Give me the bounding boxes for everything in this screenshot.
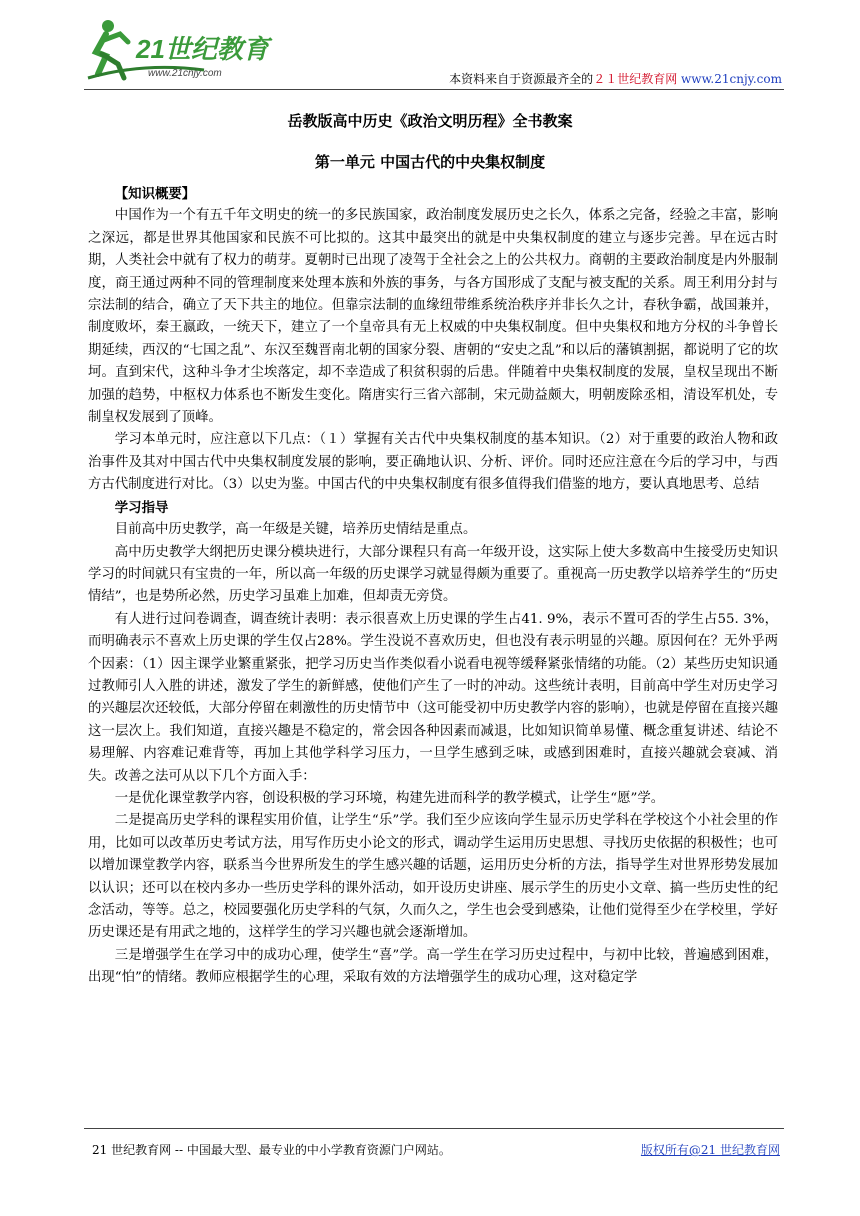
header-divider	[84, 89, 784, 90]
page-header	[84, 8, 784, 90]
document-title: 岳教版高中历史《政治文明历程》全书教案	[287, 112, 573, 130]
logo-url: www.21cnjy.com	[148, 68, 222, 79]
paragraph: 三是增强学生在学习中的成功心理，使学生“喜”学。高一学生在学习历史过程中，与初中比较，普遍感到困难，出现“怕”的情绪。教师应根据学生的心理，采取有效的方法增强学生的成功心理，这对稳定学	[88, 947, 778, 986]
header-note-prefix: 本资料来自于资源最齐全的	[449, 72, 594, 86]
paragraph: 学习本单元时，应注意以下几点：（１）掌握有关古代中央集权制度的基本知识。（2）对于重要的政治人物和政治事件及其对中国古代中央集权制度发展的影响，要正确地认识、分析、评价。同时还应注意在今后的学习中，与西方古代制度进行对比。（3）以史为鉴。中国古代的中央集权制度有很多值得我们借鉴的地方，要认真地思考、总结	[88, 432, 778, 493]
paragraph: 二是提高历史学科的课程实用价值，让学生“乐”学。我们至少应该向学生显示历史学科在学校这个小社会里的作用，比如可以改革历史考试方法，用写作历史小论文的形式，调动学生运用历史思想、寻找历史依据的积极性；也可以增加课堂教学内容，联系当今世界所发生的学生感兴趣的话题，运用历史分析的方法，指导学生对世界形势发展加以认识；还可以在校内多办一些历史学科的课外活动，如开设历史讲座、展示学生的历史小文章、搞一些历史性的纪念活动，等等。总之，校园要强化历史学科的气氛，久而久之，学生也会受到感染，让他们觉得至少在学校里，学好历史课还是有用武之地的，这样学生的学习兴趣也就会逐渐增加。	[88, 813, 778, 941]
section-heading-overview: 【知识概要】	[114, 186, 196, 202]
unit-title: 第一单元 中国古代的中央集权制度	[314, 153, 546, 171]
header-source-note	[449, 70, 782, 87]
paragraph: 有人进行过问卷调查，调查统计表明：表示很喜欢上历史课的学生占41. 9%，表示不置可否的学生占55. 3%，而明确表示不喜欢上历史课的学生仅占28%。学生没说不喜欢历史，但也没有表示明显的兴趣。原因何在？无外乎两个因素：（1）因主课学业繁重紧张，把学习历史当作类似看小说看电视等缓释紧张情绪的功能。（2）某些历史知识通过教师引人入胜的讲述，激发了学生的新鲜感，使他们产生了一时的冲动。这些统计表明，目前高中学生对历史学习的兴趣层次还较低，大部分停留在刺激性的历史情节中（这可能受初中历史教学内容的影响），也就是停留在直接兴趣这一层次上。我们知道，直接兴趣是不稳定的，常会因各种因素而减退，比如知识简单易懂、概念重复讲述、结论不易理解、内容难记难背等，再加上其他学科学习压力，一旦学生感到乏味，或感到困难时，直接兴趣就会衰减、消失。改善之法可从以下几个方面入手：	[88, 611, 778, 784]
header-note-url[interactable]: www.21cnjy.com	[681, 72, 782, 86]
paragraph: 中国作为一个有五千年文明史的统一的多民族国家，政治制度发展历史之长久，体系之完备，经验之丰富，影响之深远，都是世界其他国家和民族不可比拟的。这其中最突出的就是中央集权制度的建立与逐步完善。早在远古时期，人类社会中就有了权力的萌芽。夏朝时已出现了凌驾于全社会之上的公共权力。商朝的主要政治制度是内外服制度，商王通过两种不同的管理制度来处理本族和外族的事务，与各方国形成了支配与被支配的关系。周王利用分封与宗法制的结合，确立了天下共主的地位。但靠宗法制的血缘纽带维系统治秩序并非长久之计，春秋争霸，战国兼并，制度败坏，秦王嬴政，一统天下，建立了一个皇帝具有无上权威的中央集权制度。但中央集权和地方分权的斗争曾长期延续，西汉的“七国之乱”、东汉至魏晋南北朝的国家分裂、唐朝的“安史之乱”和以后的藩镇割据，都说明了它的坎坷。直到宋代，这种斗争才尘埃落定，却不幸造成了积贫积弱的后患。伴随着中央集权制度的发展，皇权呈现出不断加强的趋势，中枢权力体系也不断发生变化。隋唐实行三省六部制，宋元勋益颇大，明朝废除丞相，清设军机处，专制皇权发展到了顶峰。	[88, 208, 778, 426]
site-logo	[84, 12, 284, 88]
paragraph: 高中历史教学大纲把历史课分模块进行，大部分课程只有高一年级开设，这实际上使大多数高中生接受历史知识学习的时间就只有宝贵的一年，所以高一年级的历史课学习就显得颇为重要了。重视高一历史教学以培养学生的“历史情结”，也是势所必然，历史学习虽难上加难，但却责无旁贷。	[88, 544, 778, 605]
section-heading-guidance: 学习指导	[114, 499, 169, 516]
paragraph: 一是优化课堂教学内容，创设积极的学习环境，构建先进而科学的教学模式，让学生“愿”学。	[114, 790, 665, 806]
header-note-site[interactable]: ２１世纪教育网	[593, 72, 678, 86]
footer-divider	[84, 1128, 784, 1129]
footer-tagline: 21 世纪教育网 -- 中国最大型、最专业的中小学教育资源门户网站。	[92, 1143, 451, 1157]
footer-copyright-link[interactable]: 版权所有@21 世纪教育网	[640, 1143, 780, 1157]
logo-text: 21世纪教育	[136, 34, 269, 64]
document-body	[88, 183, 778, 990]
paragraph: 目前高中历史教学，高一年级是关键，培养历史情结是重点。	[114, 522, 477, 538]
